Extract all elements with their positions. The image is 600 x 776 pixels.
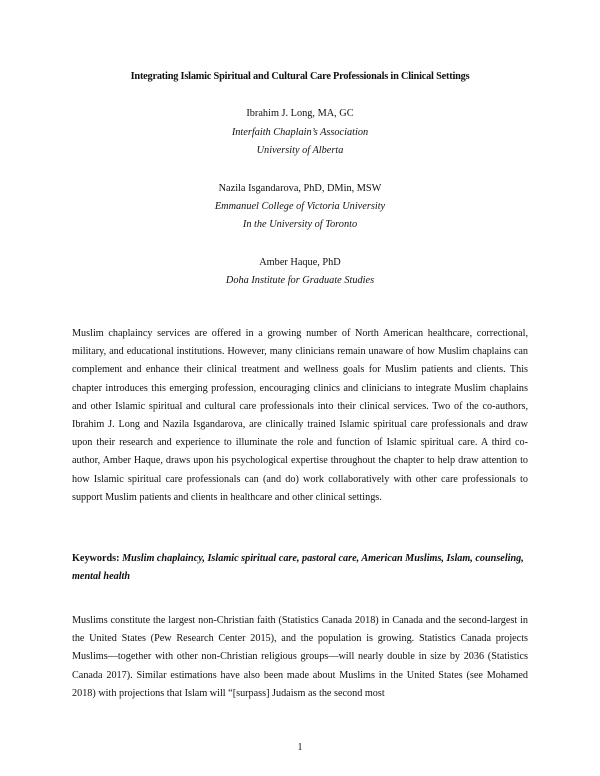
author-2-affiliation-2: In the University of Toronto [242, 219, 358, 230]
body-paragraph: Muslims constitute the largest non-Christian faith (Statistics Canada 2018) in Canada and the second-largest in the United States (Pew Research Center 2015), and the population is growing. Statistics Canada projects Muslims—together with other non-Christian religious groups—will nearly double in size by 2036 (Statistics Canada 2017). Similar estimations have also been made about Muslims in the United States (see Mohamed 2018) with projections that Islam will “[surpass] Judaism as the second most [72, 615, 528, 699]
author-1-affiliation-1: Interfaith Chaplain’s Association [231, 127, 369, 138]
author-1-affiliation-2: University of Alberta [256, 145, 344, 156]
abstract-paragraph: Muslim chaplaincy services are offered in a growing number of North American healthcare, correctional, military, and educational institutions. However, many clinicians remain unaware of how Muslim chaplains can complement and enhance their clinical treatment and wellness goals for Muslim patients and clients. This chapter introduces this emerging profession, encouraging clinics and clinicians to integrate Muslim chaplains and other Islamic spiritual and cultural care professionals into their clinical services. Two of the co-authors, Ibrahim J. Long and Nazila Isgandarova, are clinically trained Islamic spiritual care professionals and draw upon their research and experience to illuminate the role and function of Islamic spiritual care. A third co-author, Amber Haque, draws upon his psychological expertise throughout the chapter to help draw attention to how Islamic spiritual care professionals can (and do) work collaboratively with other care professionals to support Muslim patients and clients in healthcare and other clinical settings. [72, 328, 528, 503]
keywords-label: Keywords: [72, 553, 120, 564]
author-1-name: Ibrahim J. Long, MA, GC [246, 108, 354, 119]
keywords-list: Muslim chaplaincy, Islamic spiritual care, pastoral care, American Muslims, Islam, counseling, mental health [72, 553, 524, 583]
author-3-name: Amber Haque, PhD [259, 257, 341, 268]
paper-title: Integrating Islamic Spiritual and Cultural Care Professionals in Clinical Settings [130, 71, 470, 82]
author-2-affiliation-1: Emmanuel College of Victoria University [214, 201, 386, 212]
author-3-affiliation-1: Doha Institute for Graduate Studies [225, 275, 375, 286]
page-number: 1 [297, 742, 303, 753]
author-2-name: Nazila Isgandarova, PhD, DMin, MSW [218, 183, 382, 194]
keywords [72, 550, 528, 586]
